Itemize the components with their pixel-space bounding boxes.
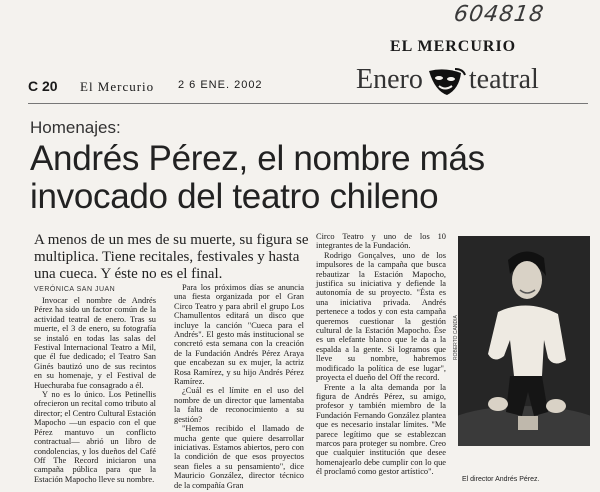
- article-column-3: [316, 232, 446, 477]
- paragraph: Y no es lo único. Los Petinellis ofrecieron un recital como tributo al director; el Centro Cultural Estación Mapocho —un espacio con el que Pérez mantuvo un conflicto contractual— abrió un libro de condolencias, y los dueños del Café Off The Record iniciaron una campaña pública para que la Estación Mapocho lleve su nombre.: [34, 390, 156, 484]
- paper-name: El Mercurio: [80, 79, 155, 94]
- archive-number: 604818: [452, 2, 546, 27]
- photo-credit: ROBERTO CANDIA: [453, 315, 459, 360]
- page-number: C 20: [28, 78, 58, 94]
- paragraph: Rodrigo Gonçalves, uno de los impulsores de la campaña que busca rebautizar la Estación Mapocho, justifica su iniciativa y defiende la autonomía de su proyecto. "Ésta es una iniciativa privada. Andrés pertenece a todos y con esta campaña queremos cuestionar la gestión cultural de la Estación Mapocho. Ése es un elefante blanco que le da a la espalda a la gente. Si logramos que lleve su nombre, habremos modificado la política de ese lugar", proyecta el dueño del Off the record.: [316, 250, 446, 383]
- kicker: Homenajes:: [30, 118, 121, 137]
- paragraph: Frente a la alta demanda por la figura de Andrés Pérez, su amigo, profesor y también miembro de la Fundación Fernando González plantea que es necesario instalar límites. "Me parece legítimo que se establezcan marcos para proteger su nombre. Creo que cualquier institución que desee homenajearlo debe cumplir con lo que él proclamó como gestor artístico".: [316, 382, 446, 477]
- article-column-2: [174, 283, 304, 490]
- theater-mask-icon: [425, 67, 467, 97]
- photo-caption: El director Andrés Pérez.: [462, 476, 540, 483]
- paragraph: "Hemos recibido el llamado de mucha gente que quiere desarrollar iniciativas. Estamos abiertos, pero con la condición de que esos proyectos sean fieles a su pensamiento", dice Mauricio González, director técnico de la compañía Gran: [174, 424, 304, 490]
- paragraph: ¿Cuál es el límite en el uso del nombre de un director que lamentaba la falta de reconocimiento a su gestión?: [174, 386, 304, 424]
- page-header: [28, 64, 588, 110]
- headline: Andrés Pérez, el nombre más invocado del teatro chileno: [30, 139, 485, 216]
- byline: VERÓNICA SAN JUAN: [34, 286, 116, 293]
- section-title-right: teatral: [468, 64, 539, 95]
- issue-date: 2 6 ENE. 2002: [178, 79, 263, 91]
- section-title-left: Enero: [356, 64, 423, 95]
- section-title: [356, 64, 539, 97]
- portrait-photo: [458, 236, 590, 446]
- article-column-1: [34, 296, 156, 484]
- masthead: EL MERCURIO: [390, 38, 517, 55]
- paragraph: Invocar el nombre de Andrés Pérez ha sido un factor común de la actividad teatral de enero. Tras su muerte, el 3 de enero, su fotografía se instaló en todas las salas del Festival Internacional Teatro a Mil, que él fue dedicado; el Teatro San Ginés bautizó uno de sus recintos en su homenaje, y el Festival de Huechuraba fue consagrado a él.: [34, 296, 156, 390]
- paragraph: Circo Teatro y uno de los 10 integrantes de la Fundación.: [316, 232, 446, 251]
- deck: A menos de un mes de su muerte, su figura se multiplica. Tiene recitales, festivales y hasta una cueca. Y éste no es el final.: [34, 232, 309, 282]
- header-rule: [28, 103, 588, 104]
- paragraph: Para los próximos días se anuncia una fiesta organizada por el Gran Circo Teatro y para abril el grupo Los Chamullentos editará un disco que incluye la canción "Cueca para el Andrés". El gesto más institucional se concretó esta semana con la creación de la Fundación Andrés Pérez Araya que encabezan su ex mujer, la actriz Rosa Ramírez, y su hijo Andrés Pérez Ramírez.: [174, 283, 304, 387]
